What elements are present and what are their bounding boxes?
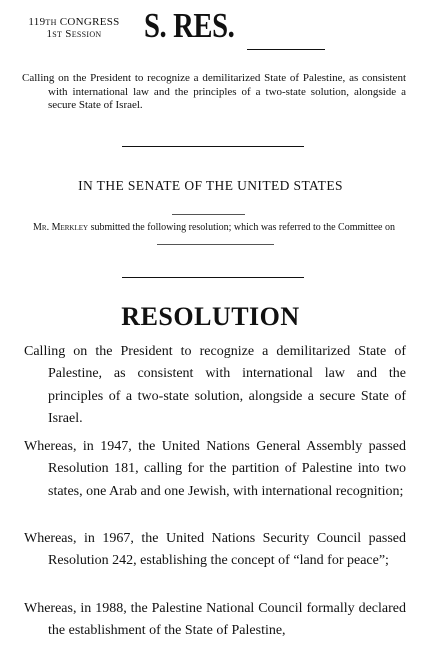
divider-rule [122,146,304,147]
short-divider-rule [172,214,245,215]
sponsor-name: Mr. Merkley [33,222,89,233]
legislative-action [22,221,406,249]
bill-summary-text: Calling on the President to recognize a demilitarized State of Palestine, as consistent with international law and the principles of a two-state solution, alongside a secure State of Israel. [22,72,406,111]
resolution-title: Calling on the President to recognize a demilitarized State of Palestine, as consistent with international law and the principles of a two-state solution, alongside a secure State of Israel. [24,344,406,426]
congress-number: 119th CONGRESS [28,16,120,28]
bill-number: S. RES. [144,6,235,45]
action-text: submitted the following resolution; which was referred to the Committee on [90,222,395,233]
whereas-clause: Whereas, in 1988, the Palestine National Council formally declared the establishment of the State of Palestine, [24,601,406,639]
divider-rule [122,277,304,278]
chamber-heading: IN THE SENATE OF THE UNITED STATES [78,178,343,193]
committee-blank [157,235,274,245]
session-number: 1st Session [46,28,102,40]
whereas-clause: Whereas, in 1947, the United Nations General Assembly passed Resolution 181, calling for the partition of Palestine into two states, one Arab and one Jewish, with international recognition; [24,439,406,499]
congress-session-label [18,16,130,40]
bill-summary [22,72,406,113]
bill-number-blank [247,49,325,50]
whereas-clause: Whereas, in 1967, the United Nations Security Council passed Resolution 242, establishing the concept of “land for peace”; [24,531,406,569]
resolution-heading: RESOLUTION [121,302,300,331]
